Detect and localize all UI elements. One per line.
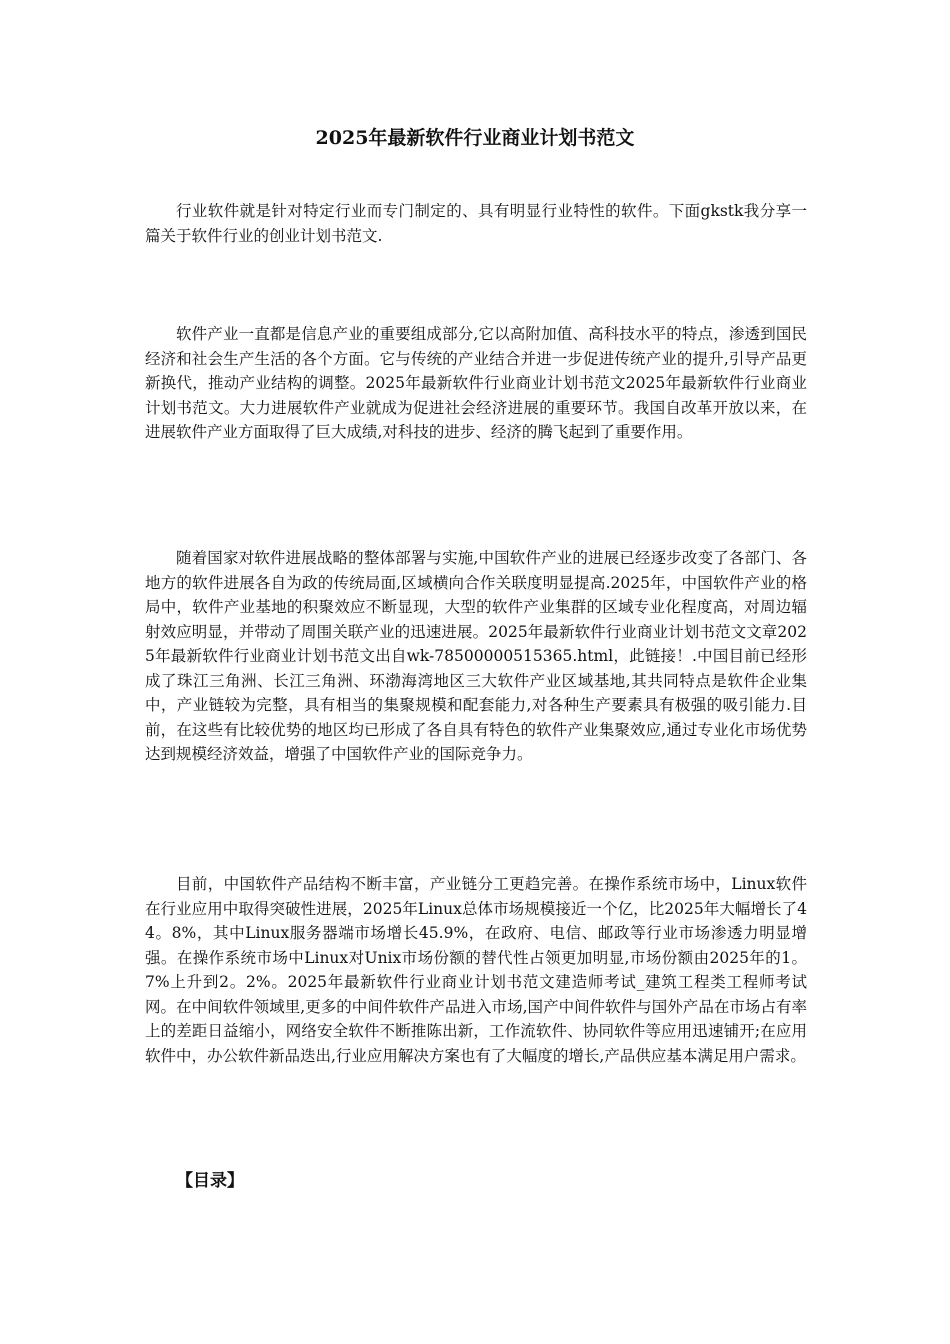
toc-heading: 【目录】 (176, 1171, 244, 1191)
paragraph-regional-development: 随着国家对软件进展战略的整体部署与实施,中国软件产业的进展已经逐步改变了各部门、各地方的软件进展各自为政的传统局面,区域横向合作关联度明显提高.2025年，中国软件产业的格局中，软件产业基地的积聚效应不断显现，大型的软件产业集群的区域专业化程度高，对周边辐射效应明显，并带动了周围关联产业的迅速进展。2025年最新软件行业商业计划书范文文章2025年最新软件行业商业计划书范文出自wk-78500000515365.html，此链接！.中国目前已经形成了珠江三角洲、长江三角洲、环渤海湾地区三大软件产业区域基地,其共同特点是软件企业集中，产业链较为完整，具有相当的集聚规模和配套能力,对各种生产要素具有极强的吸引能力.目前，在这些有比较优势的地区均已形成了各自具有特色的软件产业集聚效应,通过专业化市场优势达到规模经济效益，增强了中国软件产业的国际竞争力。 (145, 549, 807, 763)
paragraph-intro: 行业软件就是针对特定行业而专门制定的、具有明显行业特性的软件。下面gkstk我分享一篇关于软件行业的创业计划书范文. (145, 202, 807, 245)
paragraph-product-structure: 目前，中国软件产品结构不断丰富，产业链分工更趋完善。在操作系统市场中，Linux软件在行业应用中取得突破性进展，2025年Linux总体市场规模接近一个亿，比2025年大幅增长了44。8%，其中Linux服务器端市场增长45.9%，在政府、电信、邮政等行业市场渗透力明显增强。在操作系统市场中Linux对Unix市场份额的替代性占领更加明显,市场份额由2025年的1。7%上升到2。2%。2025年最新软件行业商业计划书范文建造师考试_建筑工程类工程师考试网。在中间软件领域里,更多的中间件软件产品进入市场,国产中间件软件与国外产品在市场占有率上的差距日益缩小，网络安全软件不断推陈出新，工作流软件、协同软件等应用迅速铺开;在应用软件中，办公软件新品迭出,行业应用解决方案也有了大幅度的增长,产品供应基本满足用户需求。 (145, 875, 807, 1065)
paragraph-industry-overview: 软件产业一直都是信息产业的重要组成部分,它以高附加值、高科技水平的特点，渗透到国民经济和社会生产生活的各个方面。它与传统的产业结合并进一步促进传统产业的提升,引导产品更新换代，推动产业结构的调整。2025年最新软件行业商业计划书范文2025年最新软件行业商业计划书范文。大力进展软件产业就成为促进社会经济进展的重要环节。我国自改革开放以来，在进展软件产业方面取得了巨大成绩,对科技的进步、经济的腾飞起到了重要作用。 (145, 325, 807, 441)
document-title: 2025年最新软件行业商业计划书范文 (315, 127, 635, 149)
